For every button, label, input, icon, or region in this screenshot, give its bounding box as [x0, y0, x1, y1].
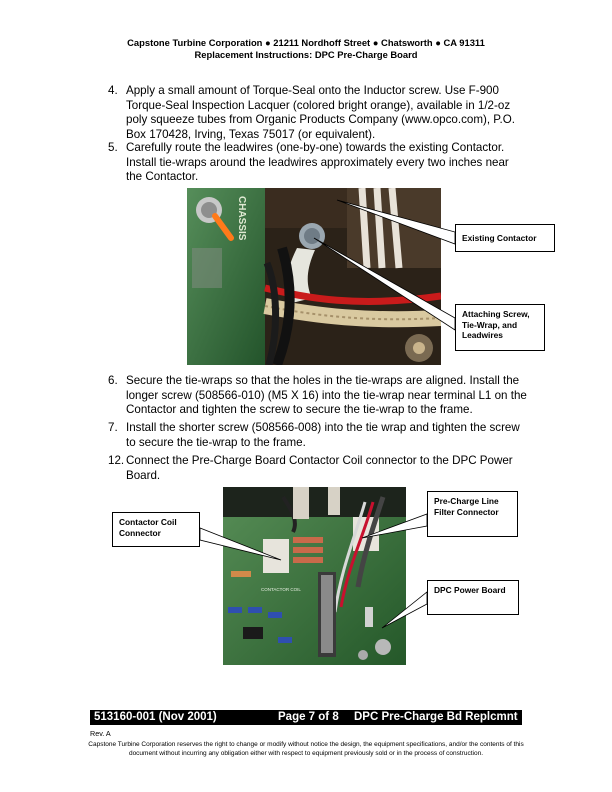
footer-doc-title: DPC Pre-Charge Bd Replcmnt: [354, 711, 518, 723]
step-number: 12.: [108, 454, 125, 467]
footer-doc-number: 513160-001 (Nov 2001): [94, 711, 217, 723]
step-text: Install the shorter screw (508566-008) into the tie wrap and tighten the screw to secure the tie-wrap to the frame.: [126, 421, 520, 449]
page-header: [0, 37, 612, 61]
footer-disclaimer: Capstone Turbine Corporation reserves the right to change or modify without notice the design, the equipment specifications, and/or the contents of this document without incurring any obligation either with respect to equipment previously sold or in the process of construction.: [88, 741, 524, 757]
step-number: 5.: [108, 141, 118, 154]
step-number: 7.: [108, 421, 118, 434]
step-number: 4.: [108, 84, 118, 97]
header-doc-title: Replacement Instructions: DPC Pre-Charge Board: [194, 49, 418, 60]
callout-text: DPC Power Board: [434, 585, 506, 595]
callout-text: Existing Contactor: [462, 233, 537, 243]
footer-page-number: Page 7 of 8: [278, 711, 339, 723]
photo-contactor-leadwires: [187, 188, 441, 365]
callout-text: Pre-Charge Line Filter Connector: [434, 496, 499, 517]
photo-precharge-board: [223, 487, 406, 665]
callout-attaching-screw: [455, 304, 545, 351]
step-text: Secure the tie-wraps so that the holes in the tie-wraps are aligned. Install the longer screw (508566-010) (M5 X 16) into the tie-wrap near terminal L1 on the Contactor and tighten the screw to secure the tie-wrap to the frame.: [126, 374, 527, 416]
step-4: [108, 84, 528, 142]
contactor-coil-silkscreen: CONTACTOR COIL: [261, 587, 301, 592]
step-number: 6.: [108, 374, 118, 387]
step-text: Carefully route the leadwires (one-by-one) towards the existing Contactor. Install tie-wraps around the leadwires approximately every two inches near the Contactor.: [126, 141, 509, 183]
callout-pre-charge-line-filter: [427, 491, 518, 537]
callout-text: Contactor Coil Connector: [119, 517, 177, 538]
header-company-line: Capstone Turbine Corporation ● 21211 Nordhoff Street ● Chatsworth ● CA 91311: [127, 37, 485, 48]
step-text: Apply a small amount of Torque-Seal onto the Inductor screw. Use F-900 Torque-Seal Inspection Lacquer (colored bright orange), available in 1/2-oz poly squeeze tubes from Organic Products Company (www.opco.com), P.O. Box 170428, Irving, Texas 75017 (or equivalent).: [126, 84, 515, 141]
step-6: [108, 374, 528, 418]
callout-text: Attaching Screw, Tie-Wrap, and Leadwires: [462, 309, 530, 340]
step-5: [108, 141, 528, 185]
photo-board-image: [223, 487, 406, 665]
footer-bar: [90, 710, 522, 725]
chassis-silkscreen: CHASSIS: [236, 196, 247, 241]
footer-revision: Rev. A: [90, 729, 111, 738]
callout-contactor-coil-connector: [112, 512, 200, 547]
step-7: [108, 421, 528, 450]
callout-dpc-power-board: [427, 580, 519, 615]
photo-contactor-image: [187, 188, 441, 365]
step-12: [108, 454, 528, 483]
step-text: Connect the Pre-Charge Board Contactor Coil connector to the DPC Power Board.: [126, 454, 513, 482]
callout-existing-contactor: [455, 224, 555, 252]
